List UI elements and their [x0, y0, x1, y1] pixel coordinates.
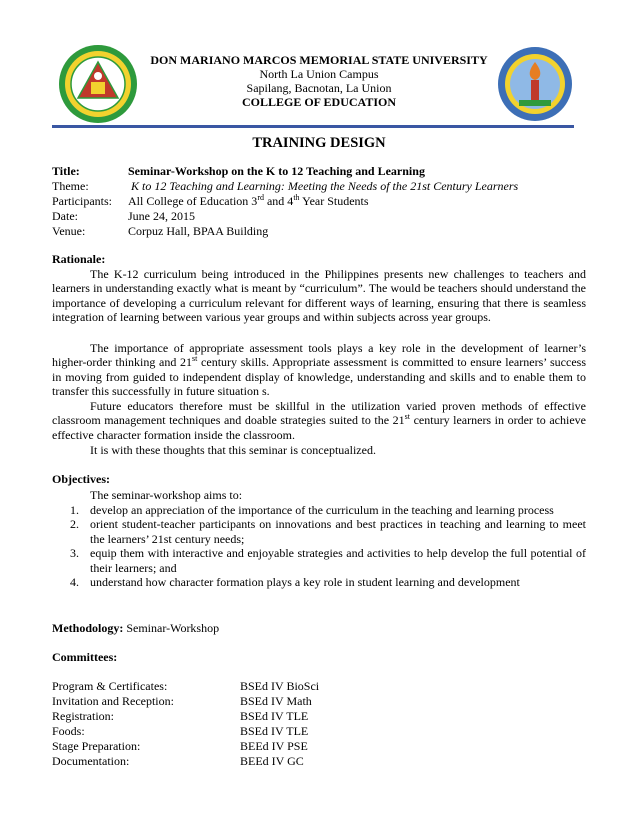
methodology-row	[52, 621, 219, 636]
methodology-label: Methodology:	[52, 621, 124, 635]
committee-group: BSEd IV BioSci	[240, 679, 320, 693]
objective-item	[52, 575, 586, 589]
document-title: TRAINING DESIGN	[252, 135, 386, 151]
rationale-paragraph-2	[52, 341, 586, 399]
rationale-p2-sup: st	[192, 354, 198, 364]
committee-row	[52, 754, 304, 769]
committee-role: Invitation and Reception:	[52, 694, 174, 708]
committee-group: BSEd IV Math	[240, 694, 312, 708]
college-name: COLLEGE OF EDUCATION	[241, 95, 397, 109]
committee-role: Stage Preparation:	[52, 739, 141, 753]
committee-role: Registration:	[52, 709, 114, 723]
committee-row	[52, 709, 308, 724]
date-label: Date:	[52, 209, 78, 223]
header-divider	[52, 125, 574, 128]
campus-name: North La Union Campus	[259, 67, 379, 81]
objective-text: orient student-teacher participants on innovations and best practices in teaching and learning to meet the learners’ 21st century needs;	[90, 517, 586, 546]
title-value: Seminar-Workshop on the K to 12 Teaching and Learning	[128, 164, 425, 178]
participants-sup-th: th	[293, 193, 300, 202]
title-label: Title:	[52, 164, 80, 178]
date-value: June 24, 2015	[128, 209, 195, 223]
committee-row	[52, 694, 312, 709]
rationale-paragraph-1: The K-12 curriculum being introduced in the Philippines presents new challenges to teachers and learners in understanding exactly what is meant by “curriculum”. The would be teachers should understand the importance of developing a curriculum relevant for different ways of learning, ensuring that there is seamless integration of learning between various year groups and within subjects across year groups.	[52, 267, 586, 325]
committee-role: Program & Certificates:	[52, 679, 168, 693]
venue-label: Venue:	[52, 224, 86, 238]
participants-text-end: Year Students	[299, 194, 369, 208]
objective-text: develop an appreciation of the importance of the curriculum in the teaching and learning process	[90, 503, 554, 517]
theme-row	[52, 179, 518, 194]
rationale-paragraph-3	[52, 399, 586, 442]
venue-row	[52, 224, 268, 239]
committee-role: Foods:	[52, 724, 85, 738]
objective-item	[52, 546, 586, 575]
committees-heading: Committees:	[52, 650, 118, 664]
committee-group: BEEd IV PSE	[240, 739, 308, 753]
objective-number: 1.	[70, 503, 79, 517]
objective-number: 4.	[70, 575, 79, 590]
rationale-p3-text: Future educators therefore must be skillful in the utilization varied proven methods of effective classroom management techniques and doable strategies suited to the 21	[52, 399, 586, 428]
title-row	[52, 164, 425, 179]
rationale-heading: Rationale:	[52, 252, 106, 266]
venue-value: Corpuz Hall, BPAA Building	[128, 224, 269, 238]
objectives-list	[52, 503, 586, 589]
participants-label: Participants:	[52, 194, 112, 208]
university-seal-logo	[58, 44, 138, 124]
objective-number: 2.	[70, 517, 79, 532]
date-row	[52, 209, 195, 224]
rationale-p2-text-end: century skills. Appropriate assessment is committed to ensure learners’ success in moving from guided to independent display of knowledge, understanding and skills and to enable them to transfer this successfully in future situation s.	[52, 355, 587, 399]
objective-item	[52, 517, 586, 546]
university-name: DON MARIANO MARCOS MEMORIAL STATE UNIVERSITY	[150, 53, 488, 67]
objectives-intro: The seminar-workshop aims to:	[90, 488, 243, 502]
participants-sup-rd: rd	[257, 193, 264, 202]
objective-text: equip them with interactive and enjoyable strategies and activities to help develop the full potential of their learners; and	[90, 546, 586, 575]
campus-address: Sapilang, Bacnotan, La Union	[246, 81, 392, 95]
methodology-value: Seminar-Workshop	[123, 621, 220, 635]
objective-item	[52, 503, 586, 517]
college-seal-logo	[497, 46, 573, 122]
committee-row	[52, 739, 308, 754]
theme-label: Theme:	[52, 179, 89, 193]
theme-value: K to 12 Teaching and Learning: Meeting the Needs of the 21st Century Learners	[131, 179, 519, 193]
rationale-p3-text-end: century learners in order to achieve effective character formation inside the classroom.	[52, 413, 586, 442]
objective-text: understand how character formation plays a key role in student learning and development	[90, 575, 520, 590]
objectives-heading: Objectives:	[52, 472, 110, 486]
rationale-paragraph-4: It is with these thoughts that this seminar is conceptualized.	[90, 443, 376, 457]
objective-number: 3.	[70, 546, 79, 561]
committee-row	[52, 679, 319, 694]
rationale-p2-text: The importance of appropriate assessment tools plays a key role in the development of learner’s higher-order thinking and 21	[52, 341, 586, 370]
committee-group: BSEd IV TLE	[240, 709, 309, 723]
participants-row	[52, 194, 369, 209]
rationale-p3-sup: st	[404, 412, 411, 422]
committee-group: BEEd IV GC	[240, 754, 304, 768]
committee-group: BSEd IV TLE	[240, 724, 309, 738]
committee-row	[52, 724, 308, 739]
participants-text-mid: and 4	[263, 194, 294, 208]
committee-role: Documentation:	[52, 754, 130, 768]
participants-text: All College of Education 3	[128, 194, 258, 208]
